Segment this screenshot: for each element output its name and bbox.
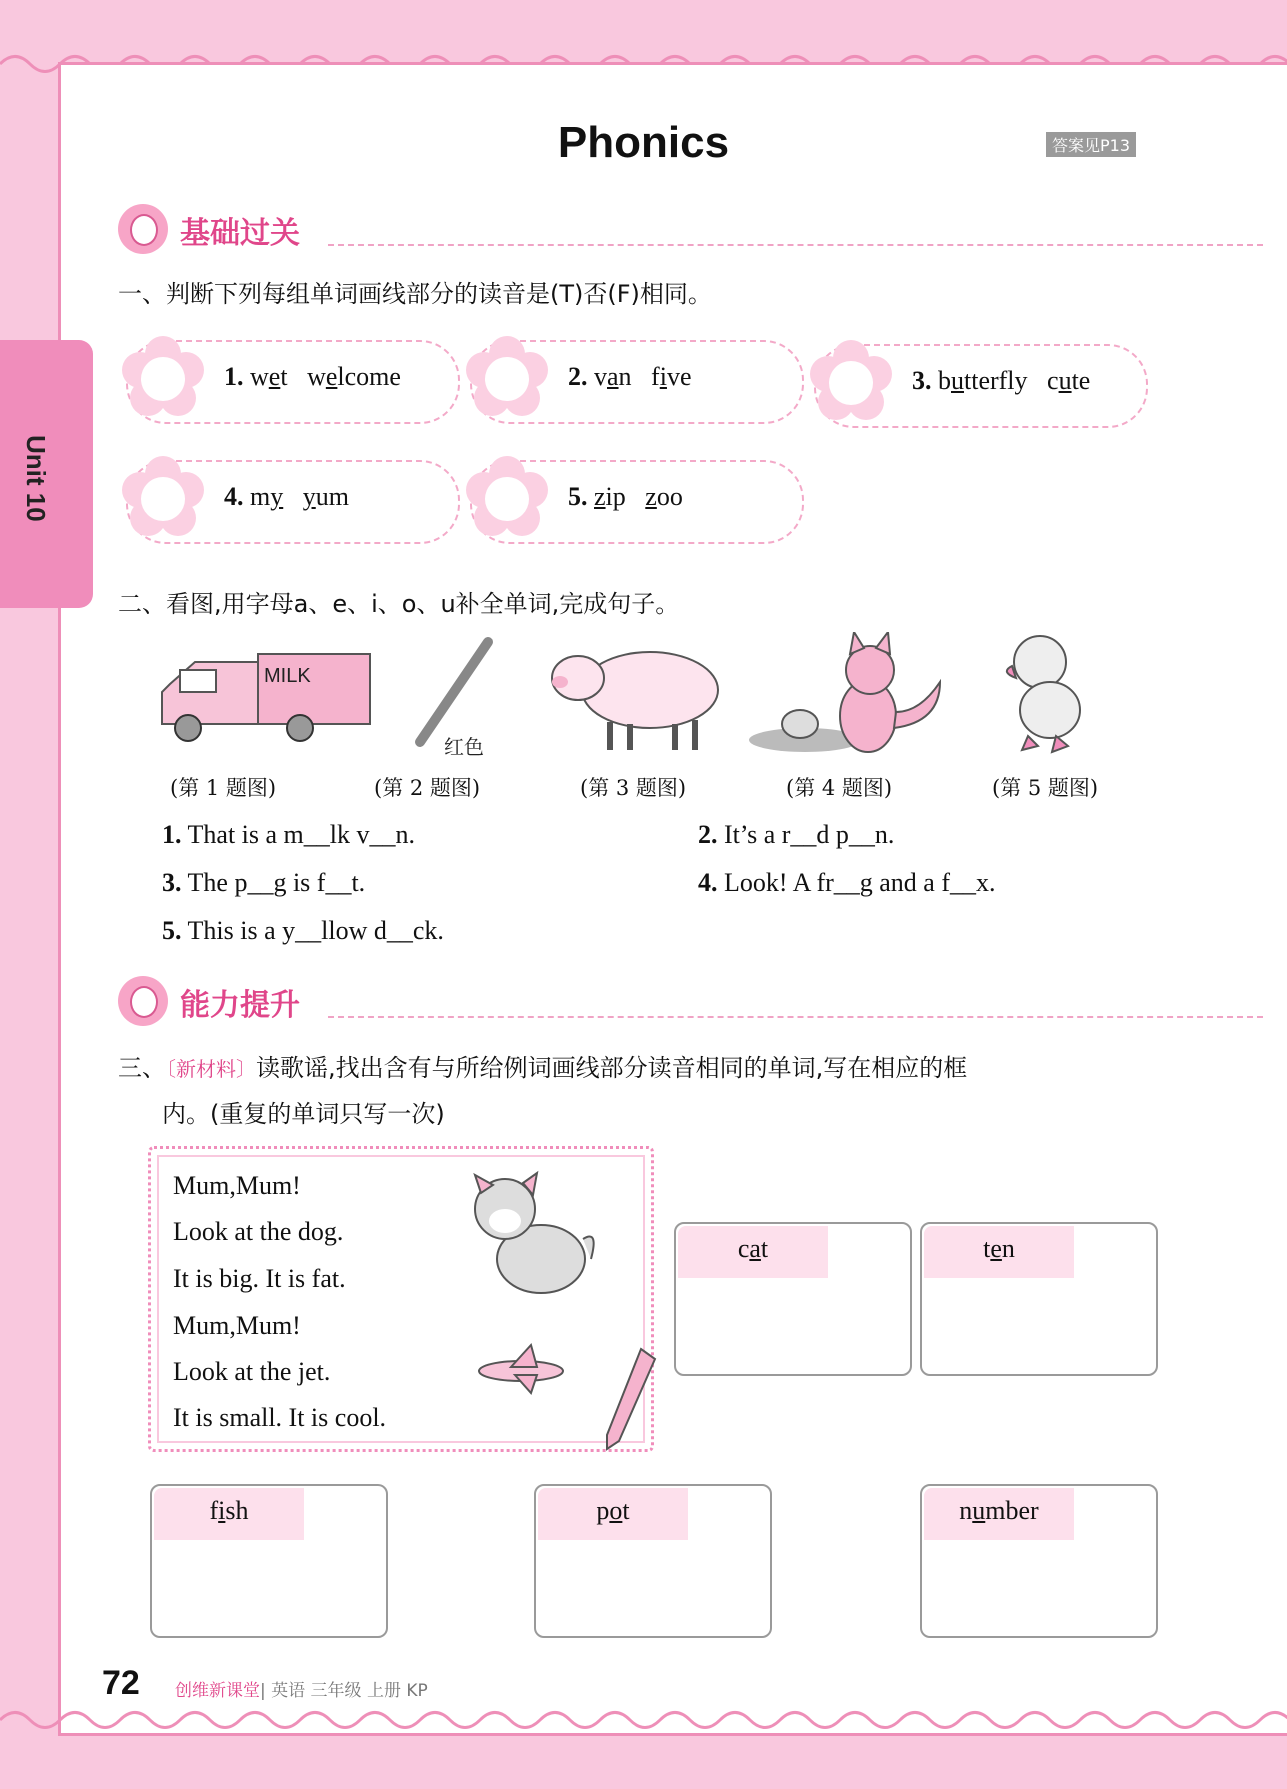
dog-icon — [461, 1169, 601, 1299]
section-heading: 基础过关 — [180, 216, 300, 251]
instruction-3-cont: 内。(重复的单词只写一次) — [162, 1100, 445, 1128]
svg-text:MILK: MILK — [264, 665, 311, 687]
flower-icon — [120, 456, 206, 542]
pair-text: 4. my yum — [224, 482, 349, 511]
example-word: pot — [596, 1496, 630, 1525]
section-heading: 能力提升 — [180, 988, 300, 1023]
question-pill — [126, 460, 460, 544]
instruction-3: 三、〔新材料〕读歌谣,找出含有与所给例词画线部分读音相同的单词,写在相应的框 — [118, 1054, 968, 1082]
unit-tab — [0, 340, 93, 608]
fill-sentence: 1. That is a m__lk v__n. — [162, 820, 416, 849]
chant-line: It is small. It is cool. — [173, 1403, 387, 1432]
dotted-divider — [328, 244, 1263, 246]
chant-line: Mum,Mum! — [173, 1171, 301, 1200]
picture-caption: (第 5 题图) — [992, 776, 1099, 800]
page-title: Phonics — [557, 118, 730, 167]
instruction-1: 一、判断下列每组单词画线部分的读音是(T)否(F)相同。 — [118, 280, 712, 308]
picture-caption: (第 3 题图) — [580, 776, 687, 800]
kid-face-icon — [118, 976, 168, 1026]
chant-line: Look at the jet. — [173, 1357, 331, 1386]
kid-face-icon — [118, 204, 168, 254]
chant-line: It is big. It is fat. — [173, 1264, 346, 1293]
chant-line: Look at the dog. — [173, 1217, 344, 1246]
pair-text: 3. butterfly cute — [912, 366, 1091, 395]
answer-box-number[interactable] — [920, 1484, 1158, 1638]
footer-info: 创维新课堂| 英语 三年级 上册 KP — [175, 1681, 428, 1701]
red-pen-icon — [420, 642, 488, 759]
dotted-divider — [328, 1016, 1263, 1018]
picture-caption: (第 4 题图) — [786, 776, 893, 800]
answer-reference: 答案见P13 — [1046, 132, 1136, 157]
unit-tab-label: Unit 10 — [21, 435, 51, 522]
frog-and-fox-icon — [749, 632, 940, 752]
pencil-icon — [601, 1345, 661, 1455]
chant-box — [148, 1146, 654, 1452]
example-word: cat — [737, 1234, 769, 1263]
milk-van-icon — [162, 654, 370, 741]
question-pill — [470, 340, 804, 424]
pig-icon — [552, 652, 718, 750]
flower-icon — [464, 456, 550, 542]
jet-icon — [471, 1341, 571, 1397]
answer-box-ten[interactable] — [920, 1222, 1158, 1376]
bottom-wave-border — [0, 1700, 1287, 1740]
new-material-tag: 〔新材料〕 — [166, 1057, 256, 1081]
example-word: ten — [983, 1234, 1015, 1263]
fill-sentence: 5. This is a y__llow d__ck. — [162, 916, 444, 945]
example-word: fish — [209, 1496, 249, 1525]
duck-icon — [1007, 636, 1080, 752]
pair-text: 1. wet welcome — [224, 362, 401, 391]
question-pill — [470, 460, 804, 544]
fill-sentence: 4. Look! A fr__g and a f__x. — [698, 868, 996, 897]
page-number: 72 — [102, 1664, 140, 1702]
example-word: number — [959, 1496, 1039, 1525]
answer-box-cat[interactable] — [674, 1222, 912, 1376]
answer-box-fish[interactable] — [150, 1484, 388, 1638]
flower-icon — [120, 336, 206, 422]
pair-text: 2. van five — [568, 362, 692, 391]
instruction-2: 二、看图,用字母a、e、i、o、u补全单词,完成句子。 — [118, 590, 680, 618]
question-pill — [126, 340, 460, 424]
pair-text: 5. zip zoo — [568, 482, 683, 511]
fill-sentence: 2. It’s a r__d p__n. — [698, 820, 895, 849]
chant-line: Mum,Mum! — [173, 1311, 301, 1340]
flower-icon — [464, 336, 550, 422]
question-pill — [814, 344, 1148, 428]
svg-text:红色: 红色 — [444, 735, 484, 759]
picture-caption: (第 2 题图) — [374, 776, 481, 800]
fill-sentence: 3. The p__g is f__t. — [162, 868, 366, 897]
flower-icon — [808, 340, 894, 426]
answer-box-pot[interactable] — [534, 1484, 772, 1638]
picture-caption: (第 1 题图) — [170, 776, 277, 800]
